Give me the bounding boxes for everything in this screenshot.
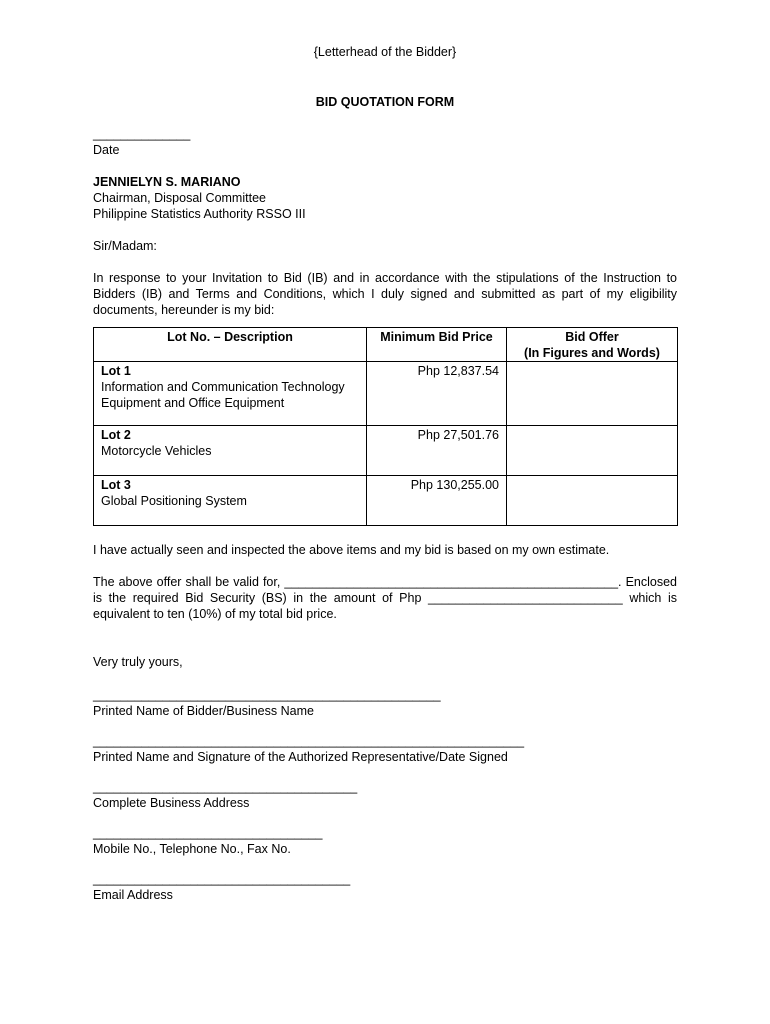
table-row [94,476,678,526]
date-blank-line: ______________ [93,127,191,141]
lot-number: Lot 2 [101,428,131,442]
lot-cell [94,476,367,526]
signature-line[interactable]: __________________________________________________ [93,688,441,702]
signature-field [93,825,677,857]
addressee-name: JENNIELYN S. MARIANO [93,175,241,189]
signature-field [93,733,677,765]
signature-label: Mobile No., Telephone No., Fax No. [93,842,291,856]
validity-paragraph: The above offer shall be valid for, ________________________________________________. Enclosed is the required Bid Security (BS) in the amount of Php ____________________________ which is equivalent to ten (10%) of my total bid price. [93,575,677,621]
lot-description: Information and Communication Technology Equipment and Office Equipment [101,380,345,410]
addressee-block [93,174,677,222]
header-bid-offer-title: Bid Offer [565,330,619,344]
minimum-bid-price: Php 12,837.54 [367,362,507,426]
signature-field [93,687,677,719]
minimum-bid-price: Php 130,255.00 [367,476,507,526]
signature-line[interactable]: _____________________________________ [93,872,351,886]
signature-label: Printed Name and Signature of the Authorized Representative/Date Signed [93,750,508,764]
signature-line[interactable]: _________________________________ [93,826,323,840]
table-row [94,426,678,476]
table-row [94,362,678,426]
lot-cell [94,362,367,426]
addressee-position: Chairman, Disposal Committee [93,191,266,205]
addressee-office: Philippine Statistics Authority RSSO III [93,207,306,221]
bid-table-header-row [94,328,678,362]
date-label: Date [93,143,120,157]
signature-line[interactable]: ______________________________________________________________ [93,734,525,748]
signature-field [93,871,677,903]
lot-number: Lot 1 [101,364,131,378]
closing: Very truly yours, [93,655,183,669]
signature-label: Complete Business Address [93,796,250,810]
inspection-statement: I have actually seen and inspected the above items and my bid is based on my own estimate. [93,543,610,557]
form-title: BID QUOTATION FORM [315,95,455,109]
signature-label: Printed Name of Bidder/Business Name [93,704,314,718]
header-bid-offer [507,328,678,362]
signature-field [93,779,677,811]
form-body [93,126,677,903]
letterhead-placeholder: {Letterhead of the Bidder} [313,45,457,59]
header-lot-description: Lot No. – Description [94,328,367,362]
lot-description: Motorcycle Vehicles [101,444,212,458]
signature-line[interactable]: ______________________________________ [93,780,358,794]
header-minimum-bid-price: Minimum Bid Price [367,328,507,362]
minimum-bid-price: Php 27,501.76 [367,426,507,476]
intro-paragraph: In response to your Invitation to Bid (IB) and in accordance with the stipulations of the Instruction to Bidders (IB) and Terms and Conditions, which I duly signed and submitted as part of my eligibility documents, hereunder is my bid: [93,271,677,317]
salutation: Sir/Madam: [93,239,157,253]
bid-offer-cell[interactable] [507,426,678,476]
lot-number: Lot 3 [101,478,131,492]
signature-block [93,687,677,903]
header-bid-offer-sub: (In Figures and Words) [524,346,660,360]
bid-table [93,327,678,526]
date-block [93,126,677,158]
bid-offer-cell[interactable] [507,362,678,426]
lot-cell [94,426,367,476]
lot-description: Global Positioning System [101,494,247,508]
bid-offer-cell[interactable] [507,476,678,526]
signature-label: Email Address [93,888,173,902]
